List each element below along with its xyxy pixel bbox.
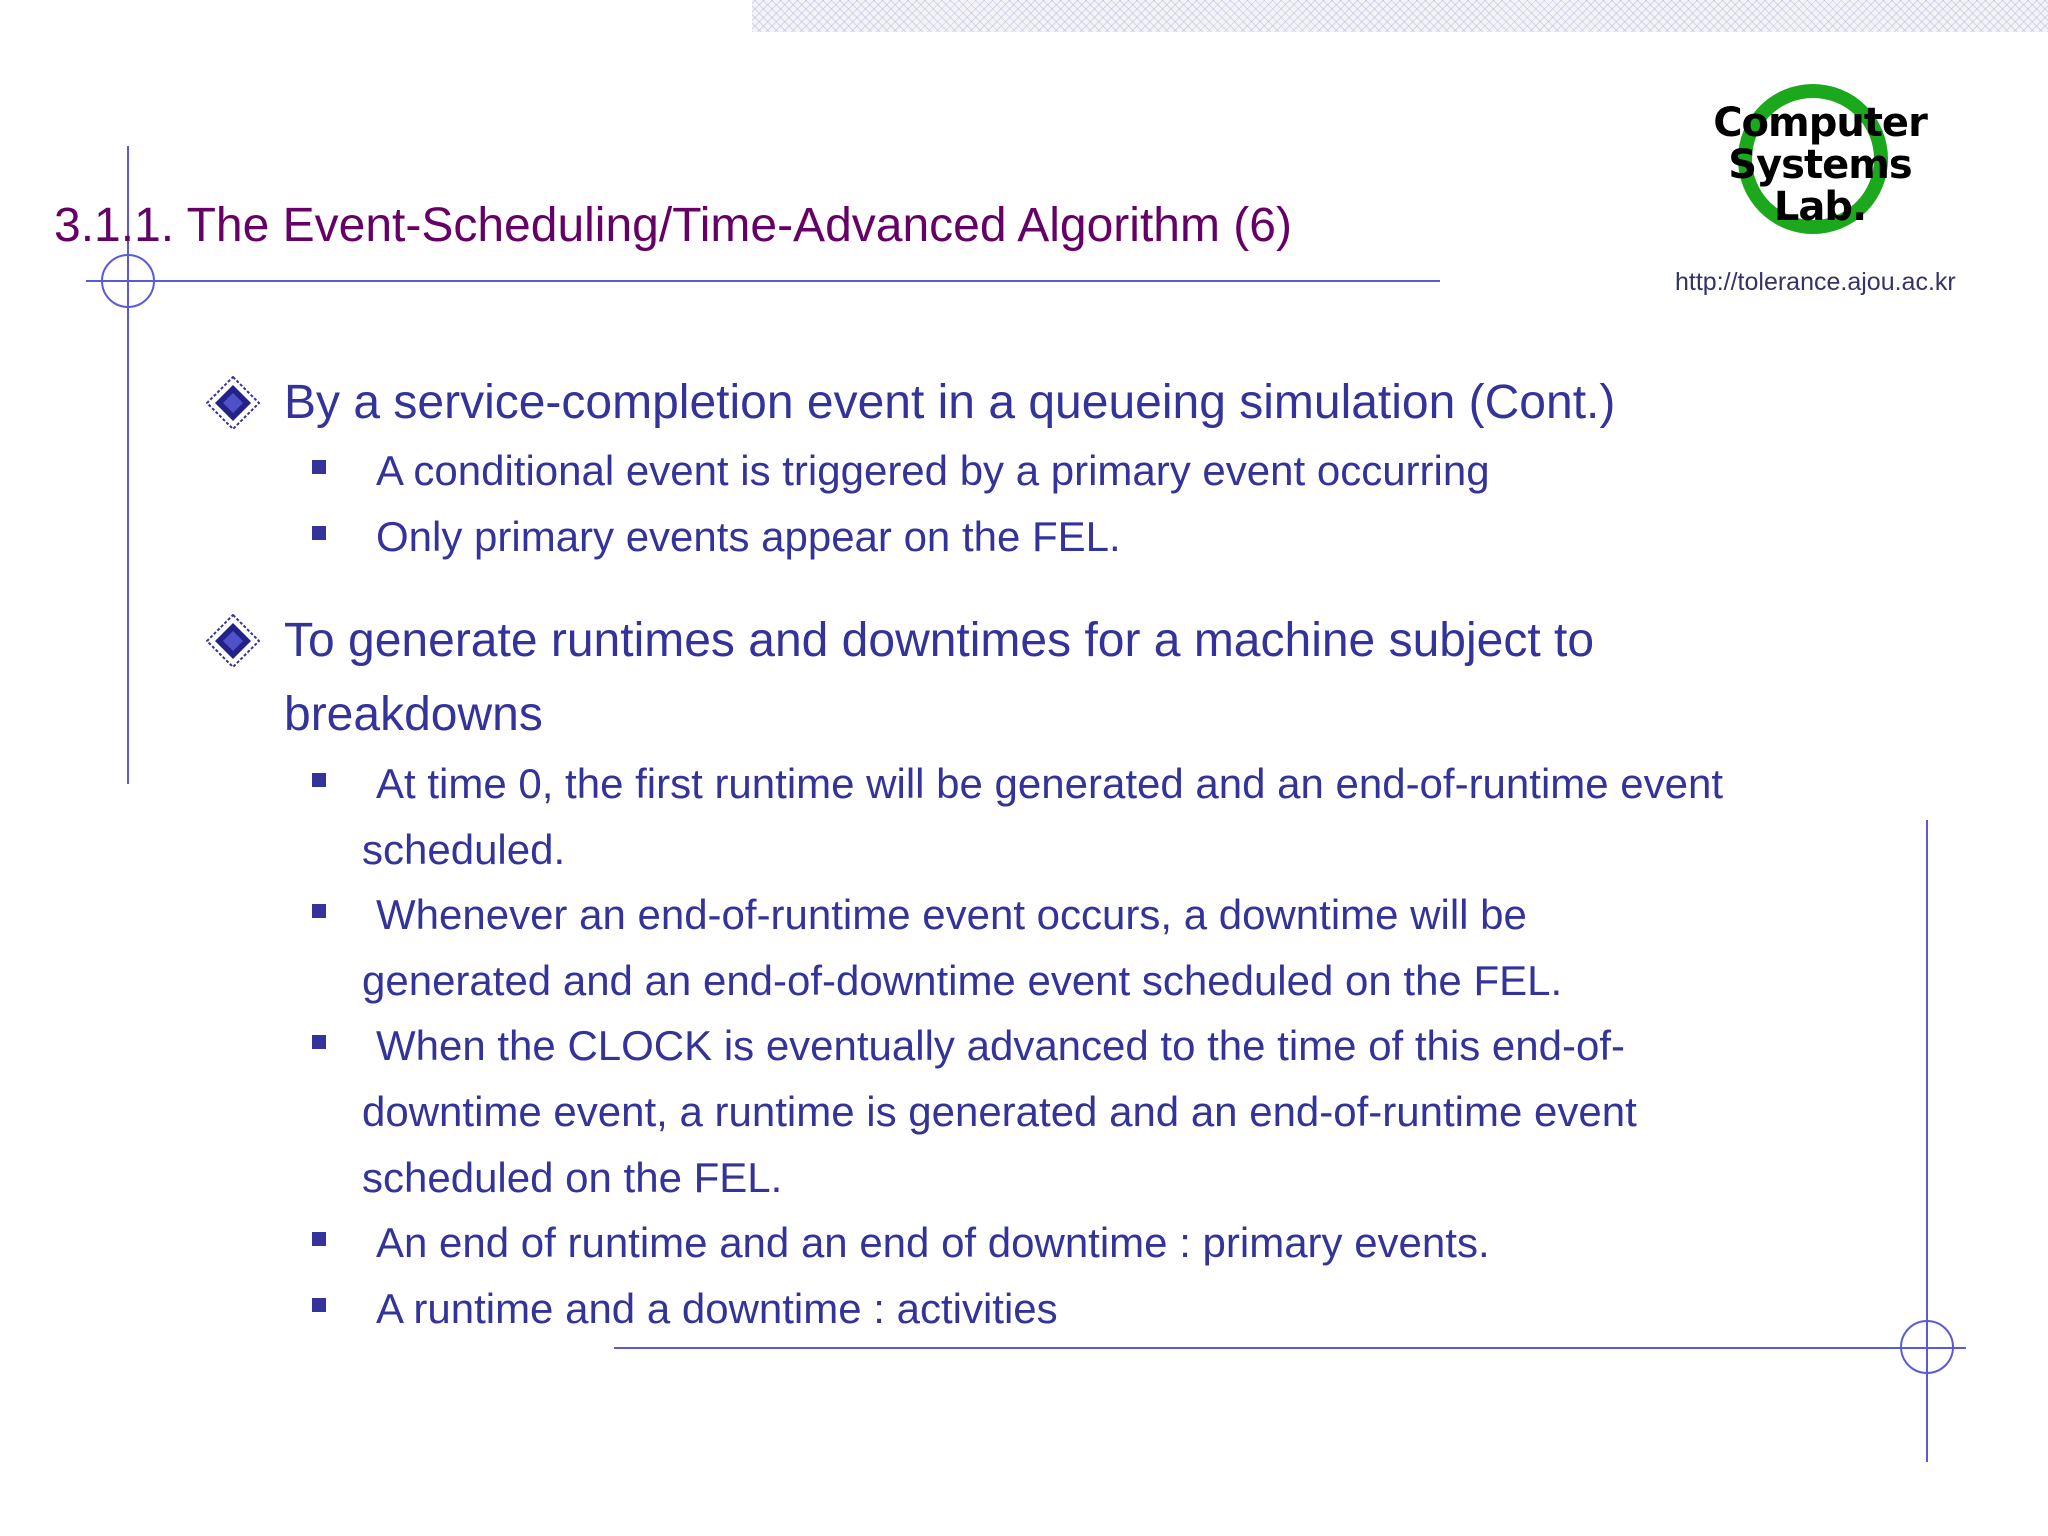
bullet-2-text: To generate runtimes and downtimes for a machine subject to breakdowns <box>284 614 1595 741</box>
logo-line-3: Lab. <box>1773 184 1867 230</box>
square-bullet-icon <box>312 460 326 474</box>
diamond-bullet-icon <box>206 376 260 430</box>
square-bullet-icon <box>312 1035 326 1049</box>
sub-bullet-2-1: At time 0, the first runtime will be generated and an end-of-runtime event scheduled. <box>362 760 1724 873</box>
sub-bullet-2-5: A runtime and a downtime : activities <box>376 1285 1058 1332</box>
sub-bullet-1-2: Only primary events appear on the FEL. <box>376 513 1121 560</box>
square-bullet-icon <box>312 526 326 540</box>
lab-url: http://tolerance.ajou.ac.kr <box>1675 268 1956 296</box>
square-bullet-icon <box>312 773 326 787</box>
diamond-bullet-icon <box>206 614 260 668</box>
logo-line-1: Computer <box>1713 100 1927 146</box>
sub-bullet-2-3: When the CLOCK is eventually advanced to the time of this end-of-downtime event, a runtime is generated and an end-of-runtime event scheduled on the FEL. <box>362 1022 1637 1201</box>
square-bullet-icon <box>312 1232 326 1246</box>
sub-bullet-1-1: A conditional event is triggered by a primary event occurring <box>376 447 1490 494</box>
sub-bullet-2-4: An end of runtime and an end of downtime : primary events. <box>376 1219 1490 1266</box>
sub-bullet-2-2: Whenever an end-of-runtime event occurs, a downtime will be generated and an end-of-downtime event scheduled on the FEL. <box>362 891 1563 1004</box>
bullet-1-text: By a service-completion event in a queueing simulation (Cont.) <box>284 376 1616 429</box>
slide-title: 3.1.1. The Event-Scheduling/Time-Advanced Algorithm (6) <box>54 199 1292 252</box>
square-bullet-icon <box>312 904 326 918</box>
logo-line-2: Systems <box>1728 142 1912 188</box>
square-bullet-icon <box>312 1298 326 1312</box>
